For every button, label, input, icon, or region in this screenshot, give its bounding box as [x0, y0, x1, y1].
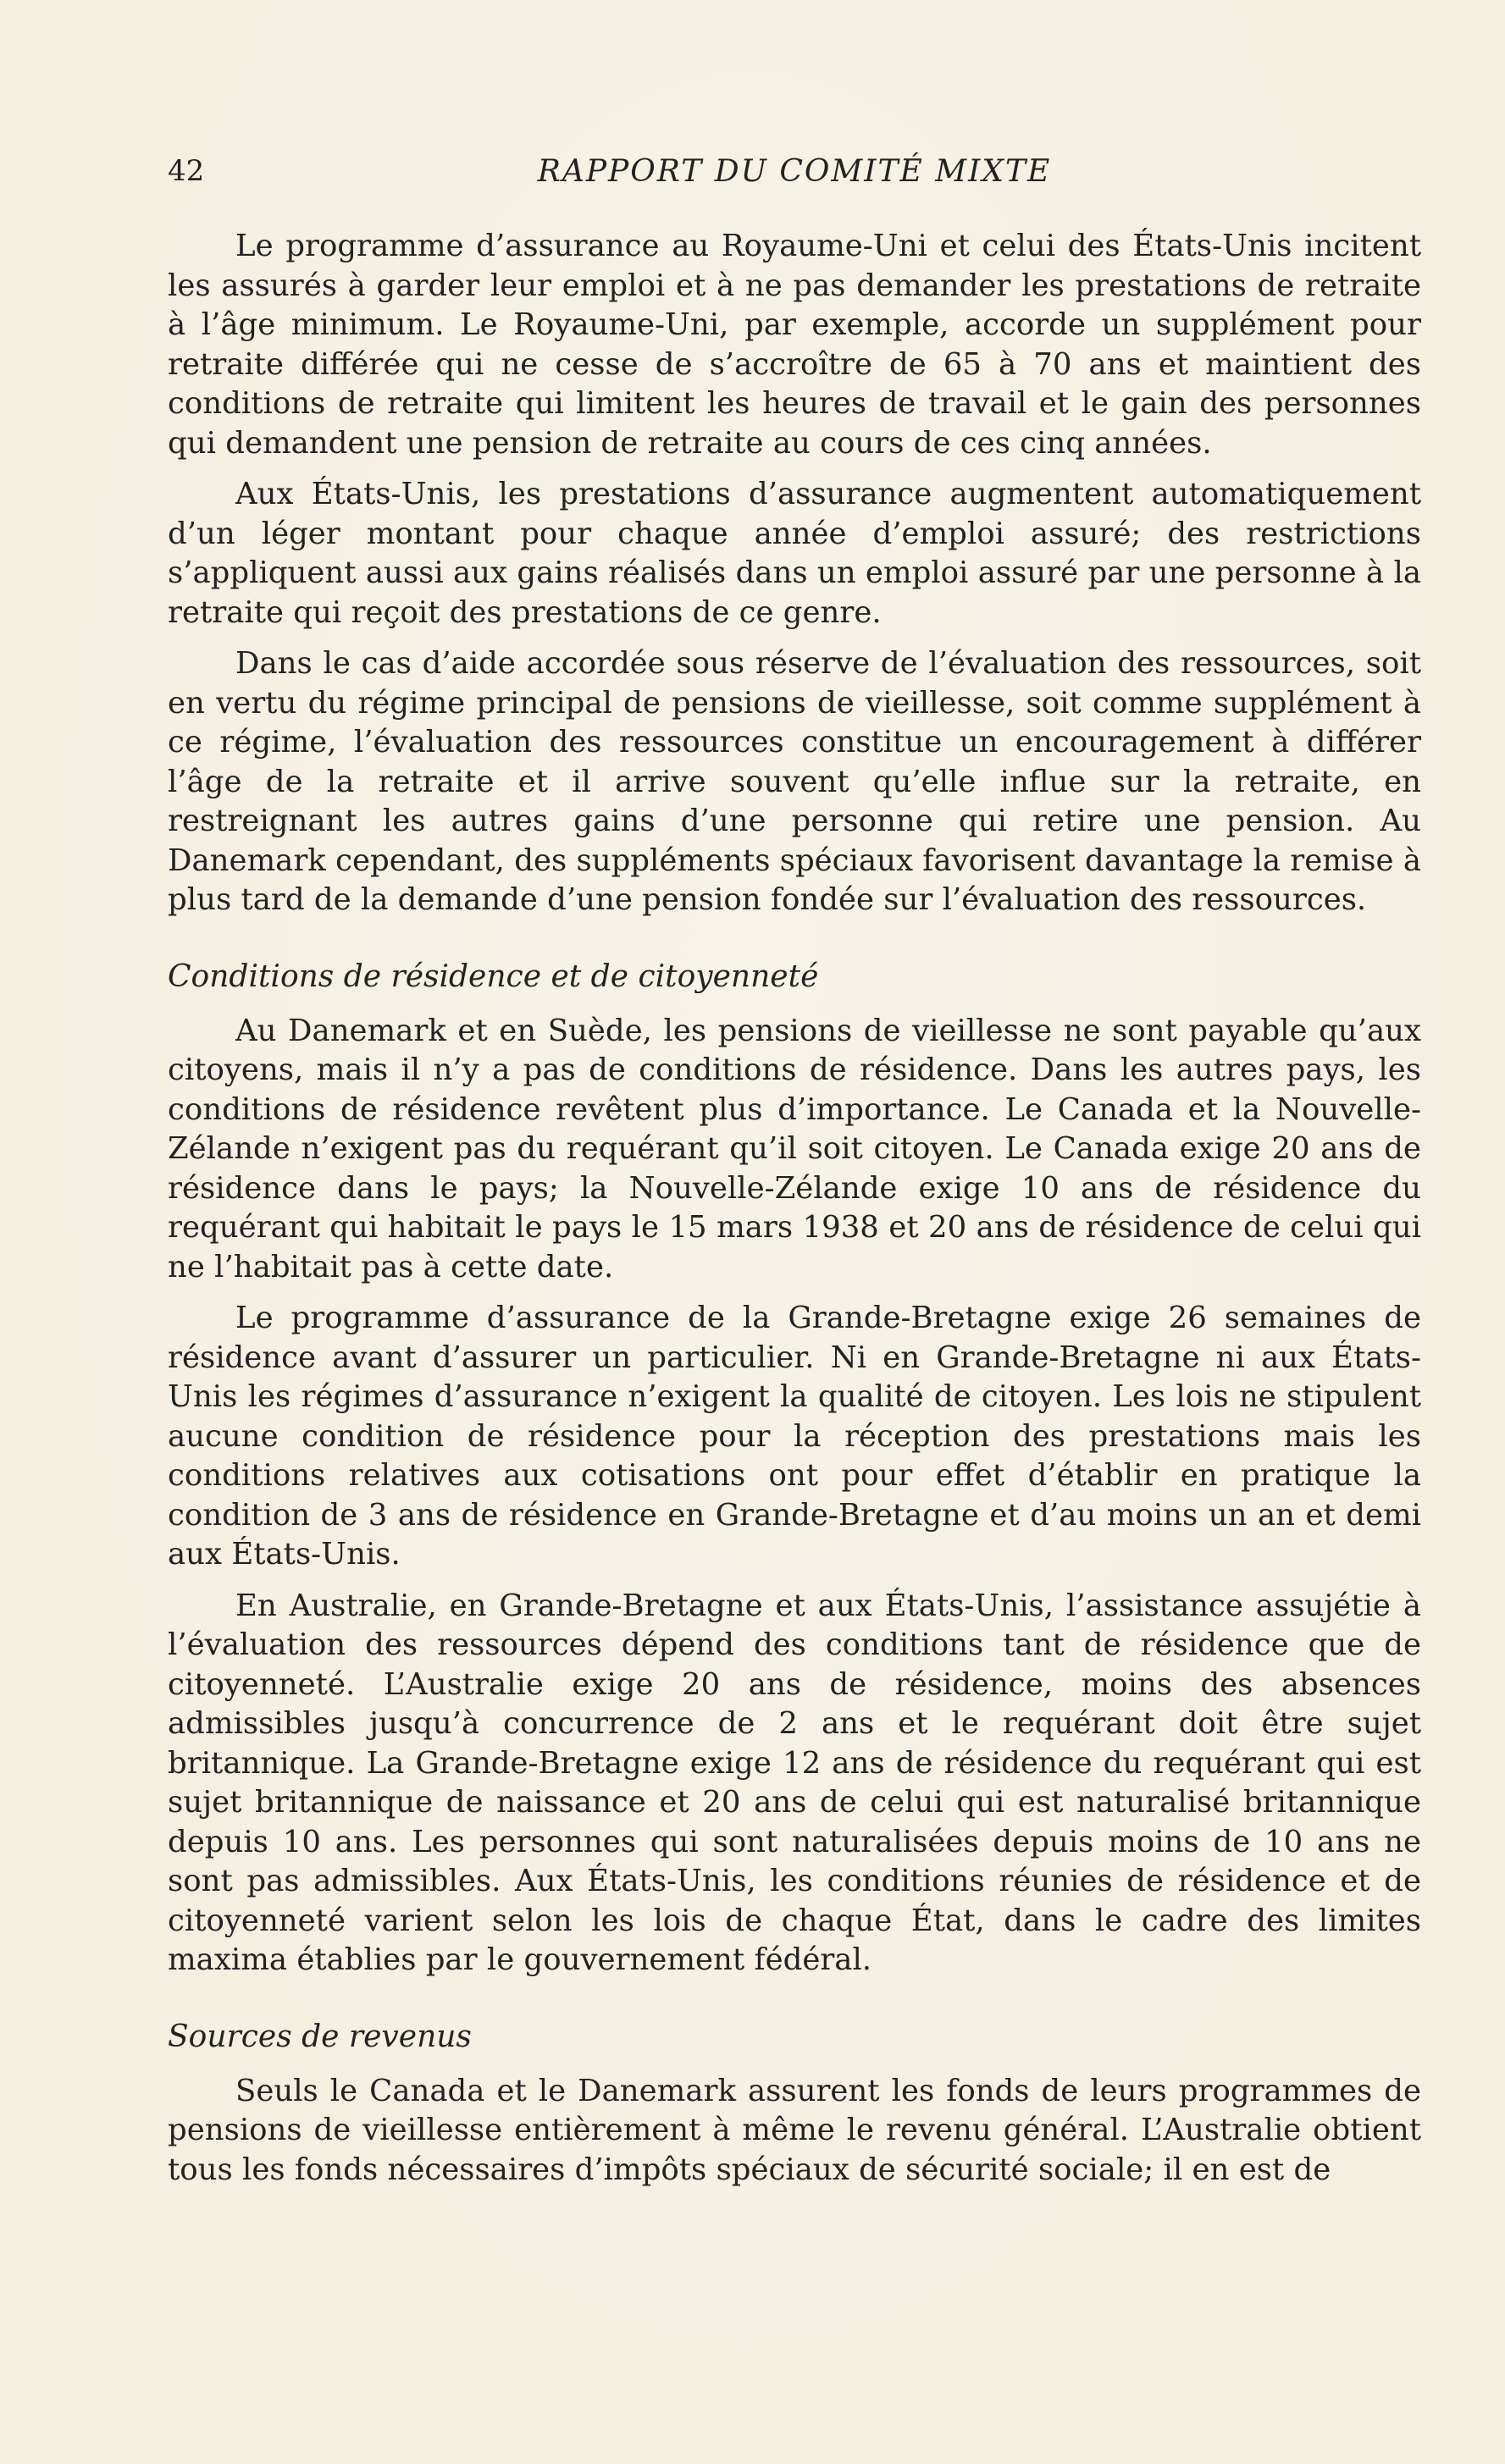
section-heading-sources: Sources de revenus: [168, 2019, 472, 2054]
paragraph: Au Danemark et en Suède, les pensions de vieillesse ne sont payable qu’aux citoyens, mais il n’y a pas de conditions de résidence. Dans les autres pays, les conditions de résidence revêtent plus d’importance. Le Canada et la Nouvelle-Zélande n’exigent pas du requérant qu’il soit citoyen. Le Canada exige 20 ans de résidence dans le pays; la Nouvelle-Zélande exige 10 ans de résidence du requérant qui habitait le pays le 15 mars 1938 et 20 ans de résidence de celui qui ne l’habitait pas à cette date.: [168, 1013, 1421, 1284]
paragraph: Seuls le Canada et le Danemark assurent les fonds de leurs programmes de pensions de vieillesse entièrement à même le revenu général. L’Australie obtient tous les fonds nécessaires d’impôts spéciaux de sécurité sociale; il en est de: [168, 2073, 1421, 2187]
paragraph: Aux États-Unis, les prestations d’assurance augmentent automatiquement d’un léger montant pour chaque année d’emploi assuré; des restrictions s’appliquent aussi aux gains réalisés dans un emploi assuré par une personne à la retraite qui reçoit des prestations de ce genre.: [168, 477, 1421, 630]
document-body: [168, 227, 1421, 2202]
paragraph: Le programme d’assurance de la Grande-Bretagne exige 26 semaines de résidence avant d’assurer un particulier. Ni en Grande-Bretagne ni aux États-Unis les régimes d’assurance n’exigent la qualité de citoyen. Les lois ne stipulent aucune condition de résidence pour la réception des prestations mais les conditions relatives aux cotisations ont pour effet d’établir en pratique la condition de 3 ans de résidence en Grande-Bretagne et d’au moins un an et demi aux États-Unis.: [168, 1301, 1421, 1572]
paragraph: Dans le cas d’aide accordée sous réserve de l’évaluation des ressources, soit en vertu du régime principal de pensions de vieillesse, soit comme supplément à ce régime, l’évaluation des ressources constitue un encouragement à différer l’âge de la retraite et il arrive souvent qu’elle influe sur la retraite, en restreignant les autres gains d’une personne qui retire une pension. Au Danemark cependant, des suppléments spéciaux favorisent davantage la remise à plus tard de la demande d’une pension fondée sur l’évaluation des ressources.: [168, 646, 1421, 917]
running-title: RAPPORT DU COMITÉ MIXTE: [537, 154, 1052, 189]
paragraph: En Australie, en Grande-Bretagne et aux États-Unis, l’assistance assujétie à l’évaluation des ressources dépend des conditions tant de résidence que de citoyenneté. L’Australie exige 20 ans de résidence, moins des absences admissibles jusqu’à concurrence de 2 ans et le requérant doit être sujet britannique. La Grande-Bretagne exige 12 ans de résidence du requérant qui est sujet britannique de naissance et 20 ans de celui qui est naturalisé britannique depuis 10 ans. Les personnes qui sont naturalisées depuis moins de 10 ans ne sont pas admissibles. Aux États-Unis, les conditions réunies de résidence et de citoyenneté varient selon les lois de chaque État, dans le cadre des limites maxima établies par le gouvernement fédéral.: [168, 1588, 1421, 1977]
section-heading-residence: Conditions de résidence et de citoyenneté: [168, 959, 819, 994]
page-header: [168, 154, 1421, 196]
page-number: 42: [168, 154, 205, 188]
paragraph: Le programme d’assurance au Royaume-Uni et celui des États-Unis incitent les assurés à garder leur emploi et à ne pas demander les prestations de retraite à l’âge minimum. Le Royaume-Uni, par exemple, accorde un supplément pour retraite différée qui ne cesse de s’accroître de 65 à 70 ans et maintient des conditions de retraite qui limitent les heures de travail et le gain des personnes qui demandent une pension de retraite au cours de ces cinq années.: [168, 229, 1421, 461]
